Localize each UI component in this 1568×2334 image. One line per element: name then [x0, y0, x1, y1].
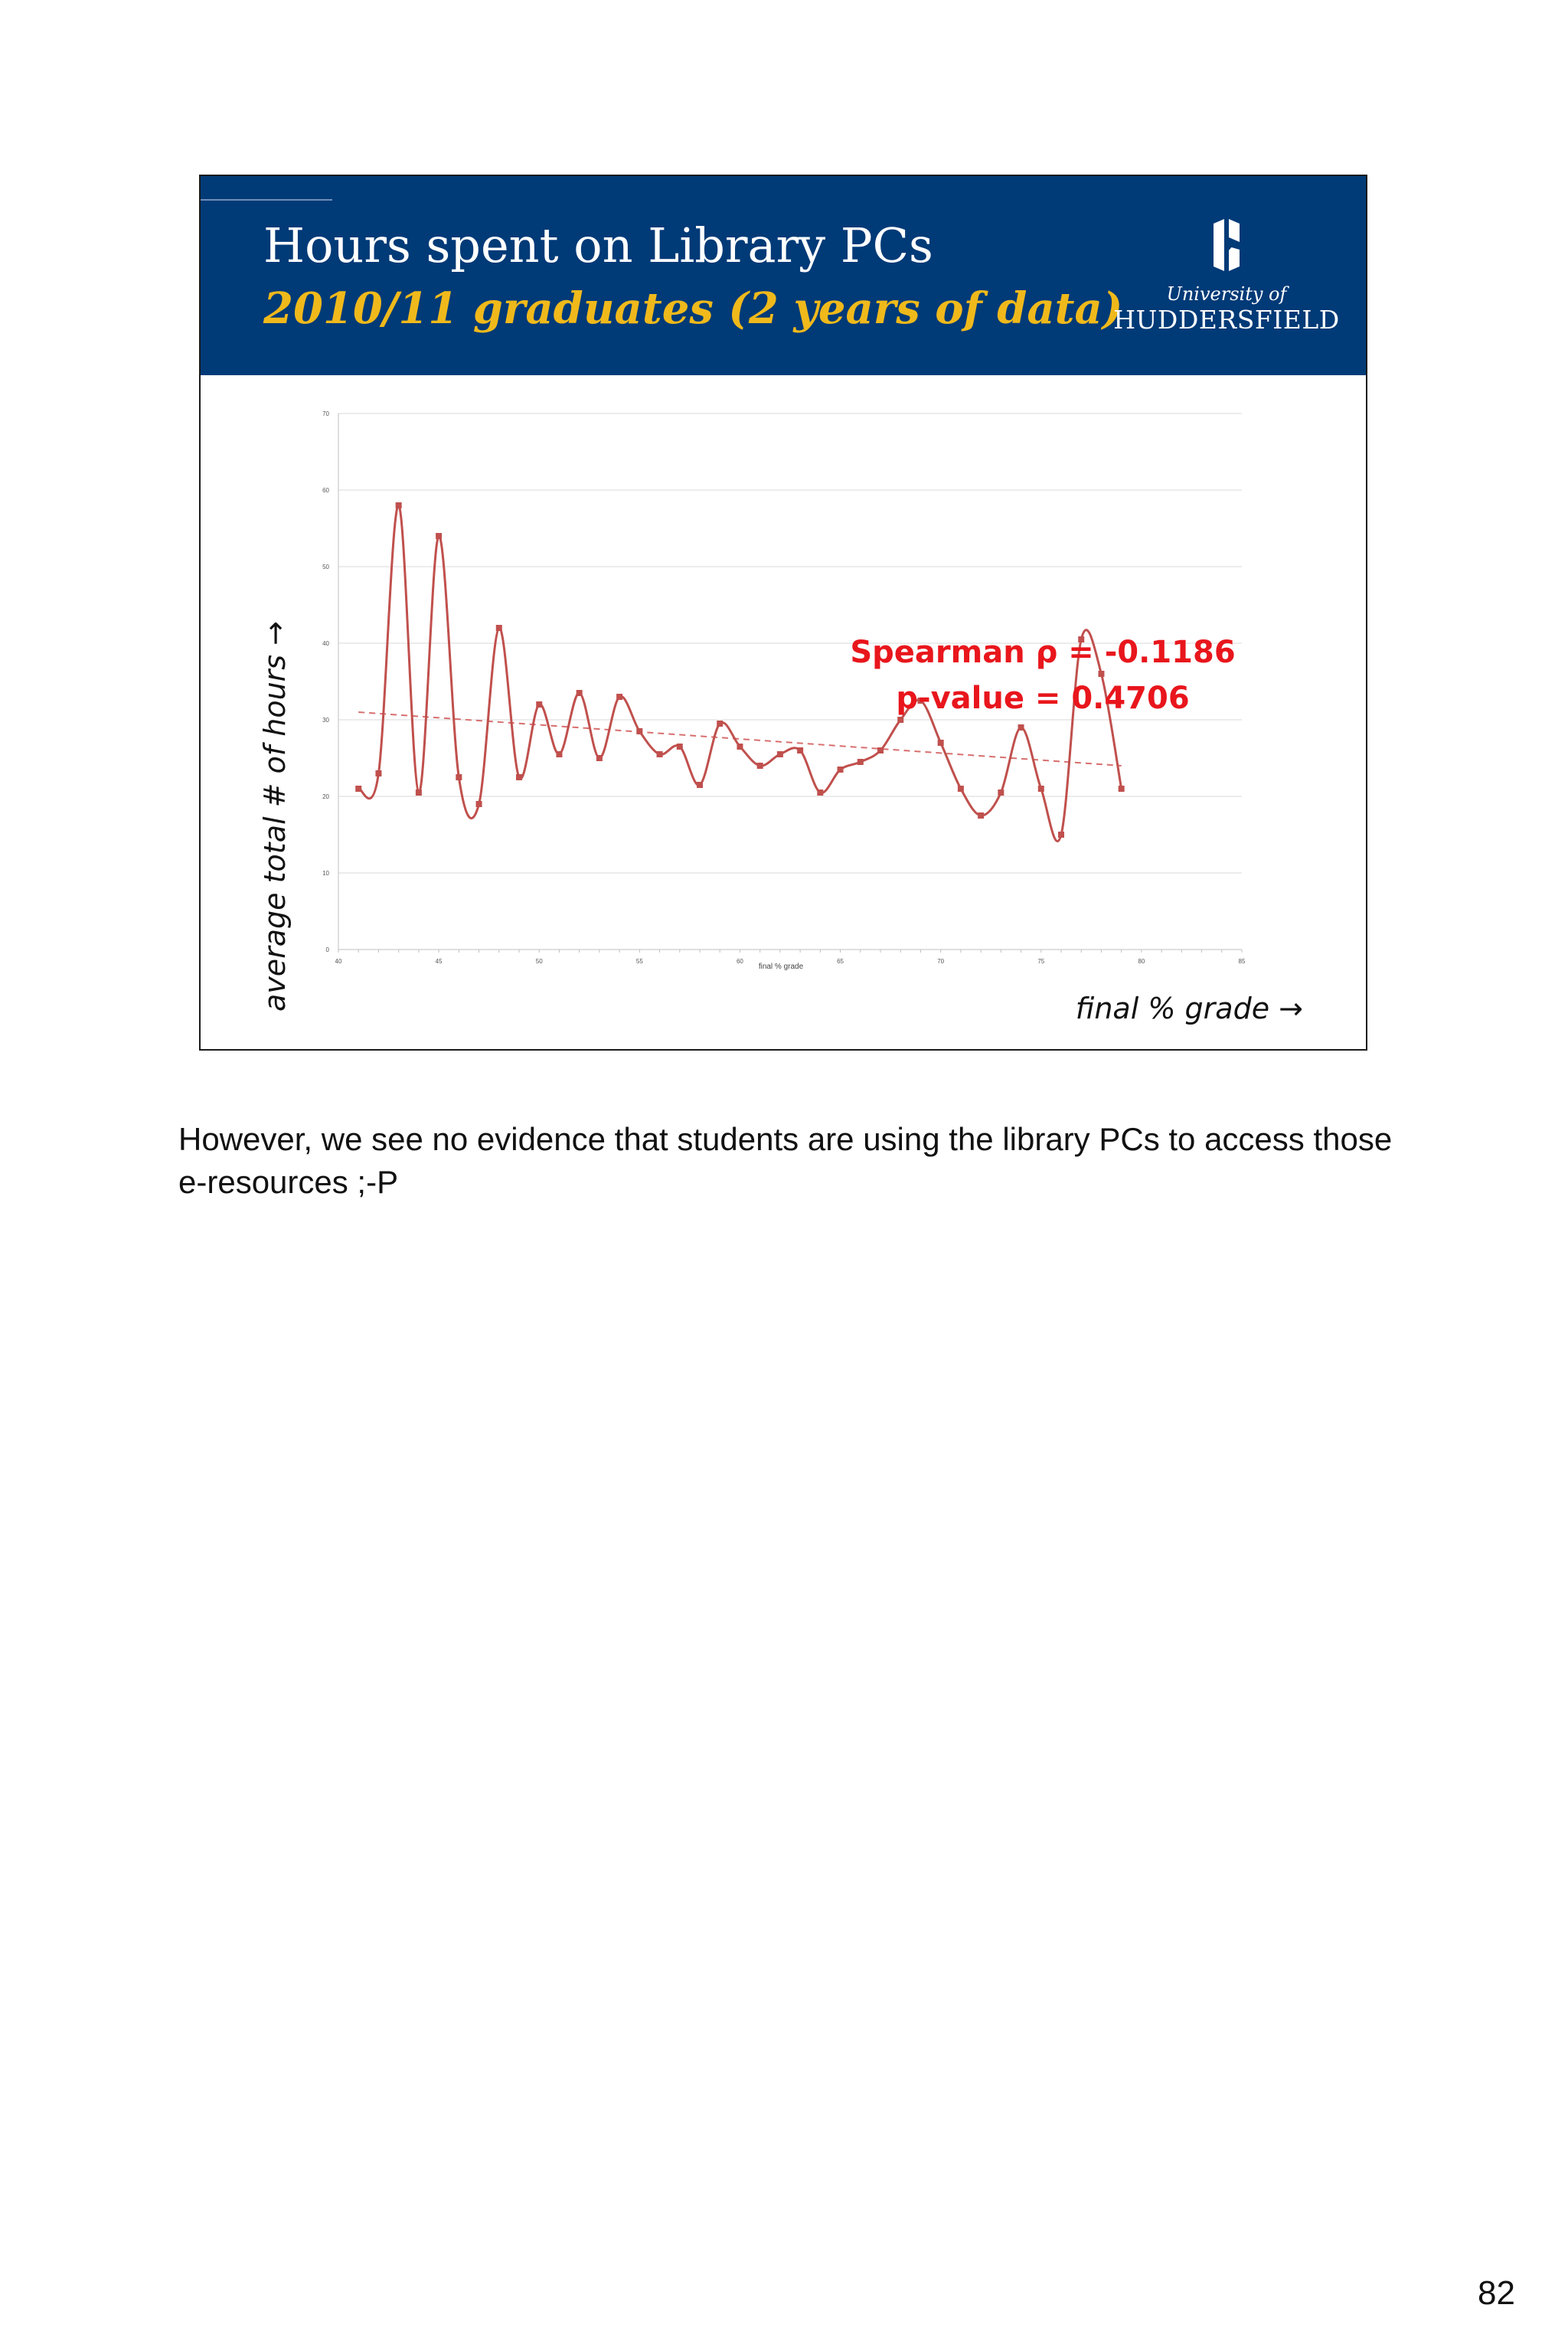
- y-tick-label: 10: [322, 870, 329, 877]
- y-tick-label: 0: [325, 946, 329, 953]
- data-point: [596, 755, 603, 761]
- y-tick-label: 60: [322, 487, 329, 494]
- data-point: [396, 502, 402, 508]
- x-tick-label: 55: [635, 958, 643, 965]
- slide-subtitle: 2010/11 graduates (2 years of data): [263, 283, 1123, 334]
- data-point: [838, 767, 844, 773]
- slide-header: [201, 176, 1366, 375]
- data-point: [757, 763, 763, 769]
- x-axis-title: final % grade →: [1075, 992, 1303, 1025]
- x-tick-label: 75: [1037, 958, 1045, 965]
- header-rule: [201, 199, 332, 201]
- data-point: [456, 774, 462, 780]
- data-point: [877, 747, 884, 753]
- data-point: [1018, 724, 1024, 731]
- data-point: [998, 789, 1004, 796]
- y-tick-label: 50: [322, 564, 329, 570]
- x-tick-label: 60: [736, 958, 743, 965]
- data-points: [355, 502, 1124, 838]
- y-tick-label: 30: [322, 717, 329, 724]
- x-tick-label: 85: [1238, 958, 1246, 965]
- chart: [201, 375, 1366, 1049]
- data-point: [536, 701, 542, 708]
- data-point: [737, 744, 743, 750]
- data-point: [717, 721, 723, 727]
- data-point: [938, 740, 944, 746]
- x-tick-label: 40: [335, 958, 342, 965]
- university-logo: [1112, 219, 1341, 342]
- page-number: 82: [1478, 2274, 1515, 2312]
- data-point: [516, 774, 522, 780]
- data-point: [1058, 832, 1064, 838]
- data-point: [416, 789, 422, 796]
- y-tick-label: 40: [322, 640, 329, 647]
- data-point: [817, 789, 823, 796]
- data-point: [577, 690, 583, 696]
- p-value-stat: p-value = 0.4706: [896, 681, 1190, 716]
- logo-text-line1: University of: [1166, 283, 1287, 305]
- y-tick-label: 70: [322, 410, 329, 417]
- x-tick-label: 70: [937, 958, 945, 965]
- slide: [199, 175, 1367, 1051]
- data-point: [657, 751, 663, 757]
- data-point: [978, 812, 984, 819]
- data-point: [1098, 671, 1104, 677]
- data-point: [677, 744, 683, 750]
- data-point: [616, 694, 622, 700]
- y-tick-label: 20: [322, 793, 329, 800]
- data-point: [1119, 786, 1125, 792]
- data-point: [496, 625, 502, 631]
- data-point: [1038, 786, 1044, 792]
- data-point: [858, 759, 864, 765]
- data-point: [476, 801, 482, 807]
- logo-text-line2: HUDDERSFIELD: [1113, 305, 1340, 335]
- x-tick-label: 45: [435, 958, 443, 965]
- data-point: [556, 751, 562, 757]
- x-tick-label: 65: [837, 958, 844, 965]
- spearman-stat: Spearman ρ = -0.1186: [850, 635, 1236, 670]
- huddersfield-logo-icon: [1207, 219, 1246, 271]
- x-tick-label: 50: [535, 958, 543, 965]
- caption: However, we see no evidence that students are using the library PCs to access those e-resources ;-P: [178, 1121, 1393, 1200]
- y-axis-title: average total # of hours →: [258, 621, 292, 1012]
- data-point: [958, 786, 964, 792]
- data-point: [797, 747, 803, 753]
- data-point: [355, 786, 361, 792]
- data-point: [636, 728, 642, 734]
- slide-title: Hours spent on Library PCs: [263, 217, 933, 273]
- data-point: [897, 717, 903, 723]
- data-point: [777, 751, 783, 757]
- data-point: [697, 782, 703, 788]
- x-axis-label: final % grade: [758, 963, 804, 971]
- data-point: [375, 770, 381, 776]
- series-line: [358, 505, 1121, 842]
- x-tick-label: 80: [1138, 958, 1145, 965]
- data-point: [436, 533, 442, 539]
